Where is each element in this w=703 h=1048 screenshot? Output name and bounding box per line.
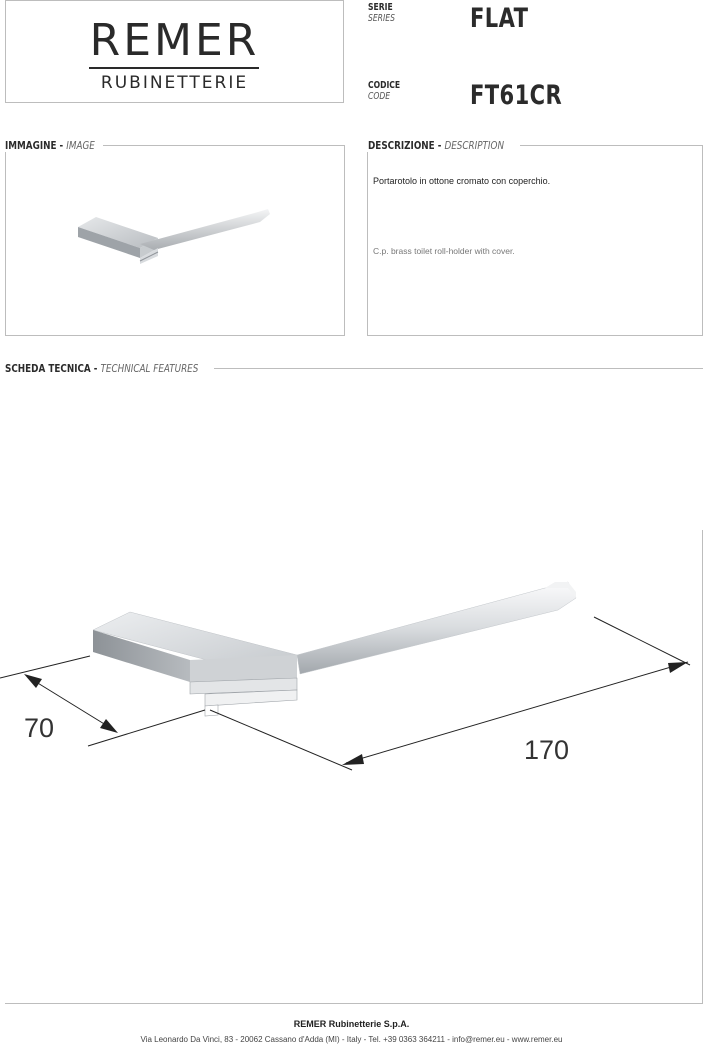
footer-company: REMER Rubinetterie S.p.A. <box>293 1019 410 1029</box>
series-label: SERIE SERIES <box>368 2 395 24</box>
code-label-en: CODE <box>368 91 391 102</box>
image-title-rule <box>103 145 345 146</box>
technical-frame-bottom <box>5 1003 703 1004</box>
technical-title-rule <box>214 368 703 369</box>
description-text-it: Portarotolo in ottone cromato con coperchio. <box>373 176 551 186</box>
image-frame-left <box>5 152 6 335</box>
brand-logo-name: REMER <box>89 15 260 66</box>
code-label: CODICE CODE <box>368 80 401 102</box>
image-section-title: IMMAGINE - IMAGE <box>5 139 95 152</box>
logo-divider <box>89 67 259 69</box>
product-thumbnail-image <box>70 200 280 270</box>
technical-drawing <box>0 570 703 790</box>
description-frame-left <box>367 152 368 335</box>
image-frame-bottom <box>5 335 345 336</box>
brand-logo-subtitle: RUBINETTERIE <box>100 73 249 93</box>
description-frame-bottom <box>367 335 703 336</box>
description-section-title: DESCRIZIONE - DESCRIPTION <box>368 139 505 152</box>
image-frame-right <box>344 145 345 335</box>
dimension-length-label: 170 <box>524 735 570 765</box>
dimension-depth-label: 70 <box>24 713 55 743</box>
technical-section-title: SCHEDA TECNICA - TECHNICAL FEATURES <box>5 362 199 375</box>
code-value: FT61CR <box>470 80 563 111</box>
footer-address: Via Leonardo Da Vinci, 83 - 20062 Cassano d'Adda (MI) - Italy - Tel. +39 0363 364211 - info@remer.eu - www.remer.eu <box>140 1035 563 1044</box>
series-value: FLAT <box>470 3 529 34</box>
series-label-en: SERIES <box>368 13 395 24</box>
description-text-en: C.p. brass toilet roll-holder with cover. <box>373 246 515 256</box>
logo-box <box>5 0 344 103</box>
description-title-rule <box>520 145 703 146</box>
